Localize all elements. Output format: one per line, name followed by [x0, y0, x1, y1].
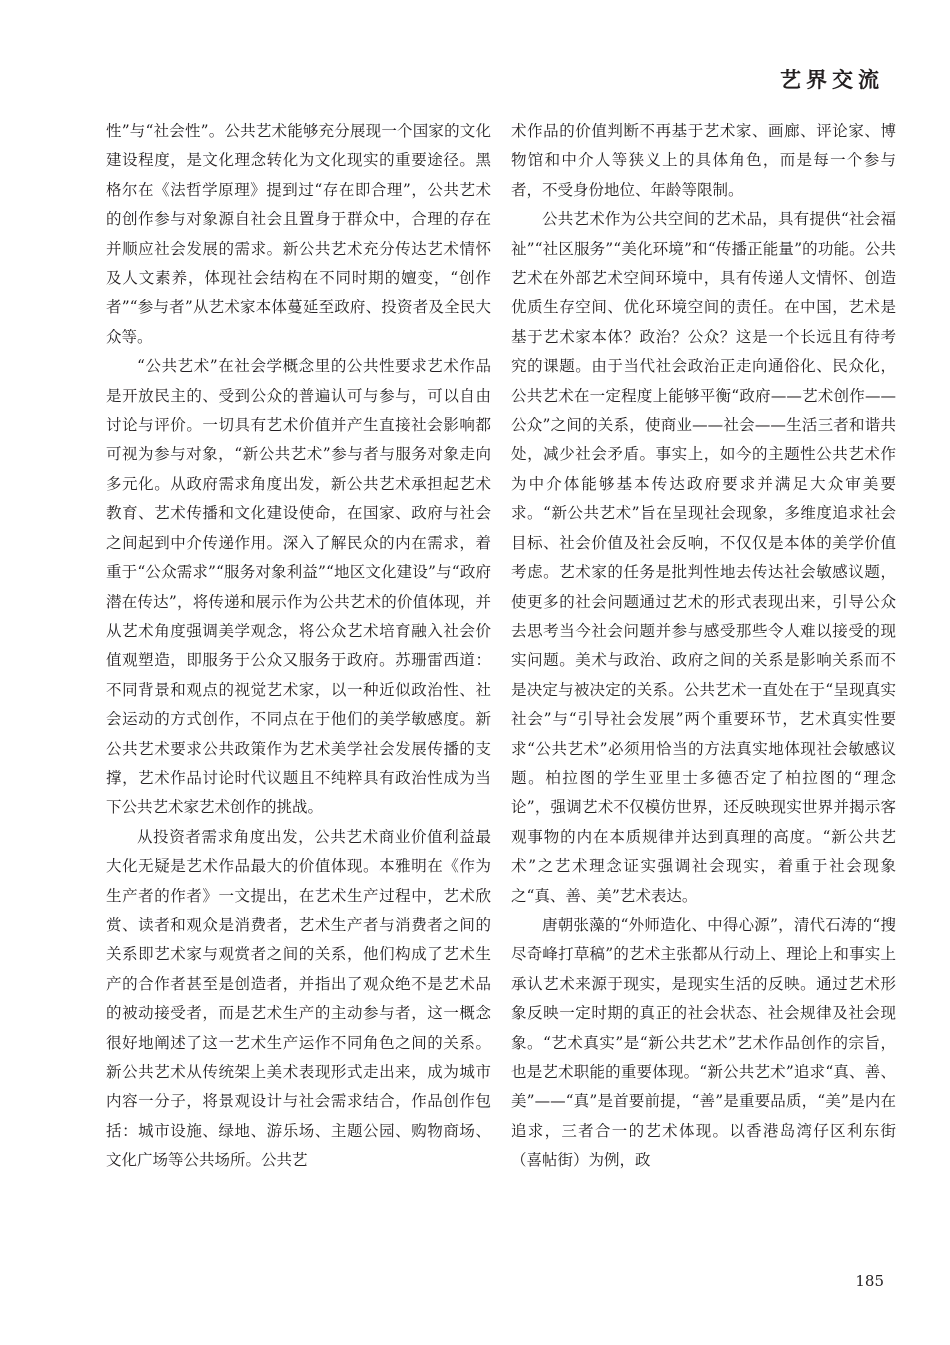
- paragraph: 术作品的价值判断不再基于艺术家、画廊、评论家、博物馆和中介人等狭义上的具体角色，而是每一个参与者，不受身份地位、年龄等限制。: [511, 122, 896, 199]
- paragraph: 从投资者需求角度出发，公共艺术商业价值利益最大化无疑是艺术作品最大的价值体现。本雅明在《作为生产者的作者》一文提出，在艺术生产过程中，艺术欣赏、读者和观众是消费者，艺术生产者与消费者之间的关系即艺术家与观赏者之间的关系，他们构成了艺术生产的合作者甚至是创造者，并指出了观众绝不是艺术品的被动接受者，而是艺术生产的主动参与者，这一概念很好地阐述了这一艺术生产运作不同角色之间的关系。新公共艺术从传统架上美术表现形式走出来，成为城市内容一分子，将景观设计与社会需求结合，作品创作包括：城市设施、绿地、游乐场、主题公园、购物商场、文化广场等公共场所。公共艺: [106, 827, 491, 1170]
- left-column: [106, 117, 491, 1176]
- paragraph: 性”与“社会性”。公共艺术能够充分展现一个国家的文化建设程度，是文化理念转化为文化现实的重要途径。黑格尔在《法哲学原理》提到过“存在即合理”，公共艺术的创作参与对象源自社会且置身于群众中，合理的存在并顺应社会发展的需求。新公共艺术充分传达艺术情怀及人文素养，体现社会结构在不同时期的嬗变，“创作者”“参与者”从艺术家本体蔓延至政府、投资者及全民大众等。: [106, 122, 491, 346]
- right-column: [511, 117, 896, 1176]
- paragraph: “公共艺术”在社会学概念里的公共性要求艺术作品是开放民主的、受到公众的普遍认可与参与，可以自由讨论与评价。一切具有艺术价值并产生直接社会影响都可视为参与对象，“新公共艺术”参与者与服务对象走向多元化。从政府需求角度出发，新公共艺术承担起艺术教育、艺术传播和文化建设使命，在国家、政府与社会之间起到中介传递作用。深入了解民众的内在需求，着重于“公众需求”“服务对象利益”“地区文化建设”与“政府潜在传达”，将传递和展示作为公共艺术的价值体现，并从艺术角度强调美学观念，将公众艺术培育融入社会价值观塑造，即服务于公众又服务于政府。苏珊雷西道：不同背景和观点的视觉艺术家，以一种近似政治性、社会运动的方式创作，不同点在于他们的美学敏感度。新公共艺术要求公共政策作为艺术美学社会发展传播的支撑，艺术作品讨论时代议题且不纯粹具有政治性成为当下公共艺术家艺术创作的挑战。: [106, 357, 491, 817]
- paragraph: 唐朝张藻的“外师造化、中得心源”，清代石涛的“搜尽奇峰打草稿”的艺术主张都从行动上、理论上和事实上承认艺术来源于现实，是现实生活的反映。通过艺术形象反映一定时期的真正的社会状态、社会规律及社会现象。“艺术真实”是“新公共艺术”艺术作品创作的宗旨，也是艺术职能的重要体现。“新公共艺术”追求“真、善、美”——“真”是首要前提，“善”是重要品质，“美”是内在追求，三者合一的艺术体现。以香港岛湾仔区利东街（喜帖街）为例，政: [511, 915, 896, 1170]
- page-number: 185: [855, 1272, 884, 1290]
- section-title: 艺界交流: [780, 68, 884, 92]
- paragraph: 公共艺术作为公共空间的艺术品，具有提供“社会福祉”“社区服务”“美化环境”和“传播正能量”的功能。公共艺术在外部艺术空间环境中，具有传递人文情怀、创造优质生存空间、优化环境空间的责任。在中国，艺术是基于艺术家本体？政治？公众？这是一个长远且有待考究的课题。由于当代社会政治正走向通俗化、民众化，公共艺术在一定程度上能够平衡“政府——艺术创作——公众”之间的关系，使商业——社会——生活三者和谐共处，减少社会矛盾。事实上，如今的主题性公共艺术作为中介体能够基本传达政府要求并满足大众审美要求。“新公共艺术”旨在呈现社会现象，多维度追求社会目标、社会价值及社会反响，不仅仅是本体的美学价值考虑。艺术家的任务是批判性地去传达社会敏感议题，使更多的社会问题通过艺术的形式表现出来，引导公众去思考当今社会问题并参与感受那些令人难以接受的现实问题。美术与政治、政府之间的关系是影响关系而不是决定与被决定的关系。公共艺术一直处在于“呈现真实社会”与“引导社会发展”两个重要环节，艺术真实性要求“公共艺术”必须用恰当的方法真实地体现社会敏感议题。柏拉图的学生亚里士多德否定了柏拉图的“理念论”，强调艺术不仅模仿世界，还反映现实世界并揭示客观事物的内在本质规律并达到真理的高度。“新公共艺术”之艺术理念证实强调社会现实，着重于社会现象之“真、善、美”艺术表达。: [511, 210, 896, 905]
